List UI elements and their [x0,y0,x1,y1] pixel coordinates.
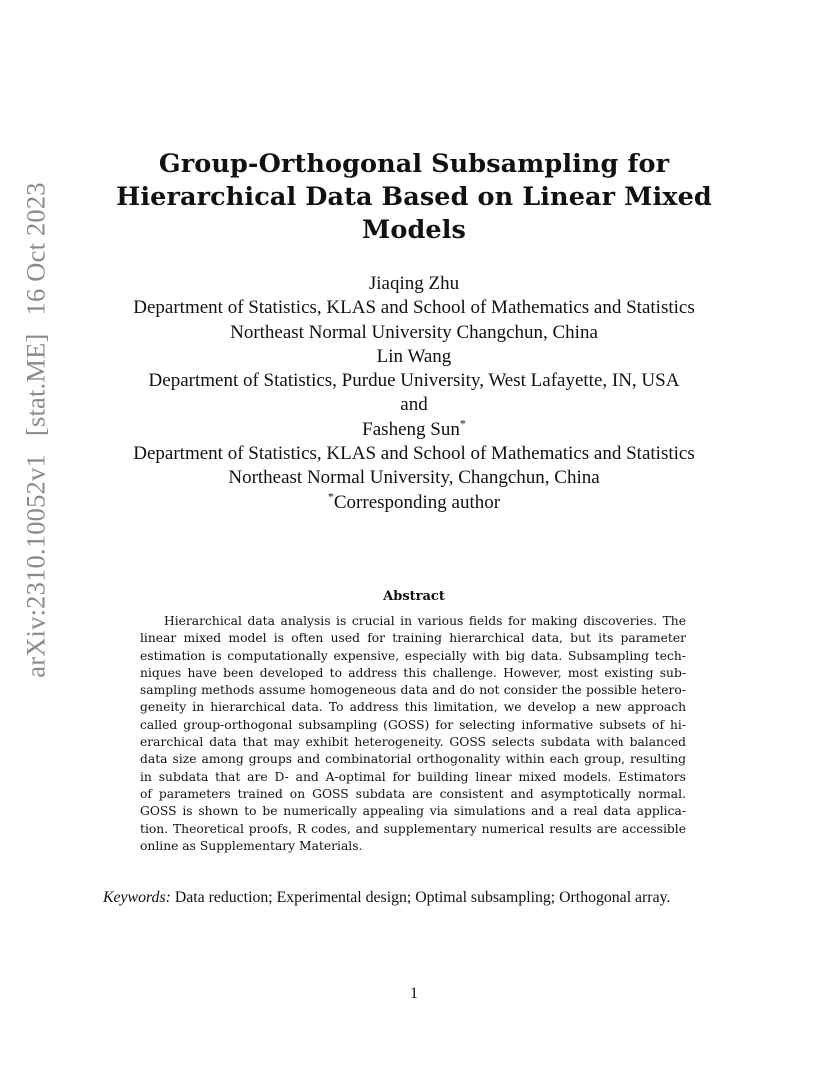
abstract-line: tion. Theoretical proofs, R codes, and supplementary numerical results are accessible [140,821,686,836]
title-line: Models [362,215,466,245]
abstract-heading: Abstract [383,589,445,604]
author-name: Fasheng Sun [362,418,460,440]
abstract-line: of parameters trained on GOSS subdata are consistent and asymptotically normal. [140,786,686,801]
arxiv-stamp [21,182,52,678]
abstract-line: data size among groups and combinatorial orthogonality within each group, resulting [140,752,686,767]
keywords [103,888,743,908]
author-affiliation: Department of Statistics, KLAS and School of Mathematics and Statistics [133,297,695,319]
corresponding-mark: * [459,416,466,431]
author-affiliation: Northeast Normal University, Changchun, China [228,467,600,489]
corresponding-text: Corresponding author [333,491,501,513]
page-number: 1 [410,985,418,1002]
author-name: Jiaqing Zhu [368,273,460,294]
abstract-line: in subdata that are D- and A-optimal for building linear mixed models. Estimators [140,769,686,784]
author-affiliation: Department of Statistics, KLAS and School of Mathematics and Statistics [133,443,695,465]
abstract-line: linear mixed model is often used for training hierarchical data, but its parameter [140,631,686,646]
corresponding-note [60,491,768,515]
author-affiliation: Northeast Normal University Changchun, China [230,321,598,343]
abstract-line: called group-orthogonal subsampling (GOSS) for selecting informative subsets of hi- [140,717,686,732]
arxiv-id[interactable]: arXiv:2310.10052v1 [20,454,51,678]
author-name-with-mark [60,418,768,442]
abstract-line: niques have been developed to address this challenge. However, most existing sub- [140,665,686,680]
arxiv-sidebar [0,0,72,1072]
abstract-line: geneity in hierarchical data. To address this limitation, we develop a new approach [140,700,686,715]
author-name: Lin Wang [376,345,452,367]
paper-title [80,148,748,247]
author-block [60,272,768,515]
author-affiliation: Department of Statistics, Purdue University, West Lafayette, IN, USA [148,370,680,392]
arxiv-date: 16 Oct 2023 [20,182,51,316]
keywords-text: Data reduction; Experimental design; Optimal subsampling; Orthogonal array. [174,889,671,906]
abstract-line: GOSS is shown to be numerically appealing via simulations and a real data applica- [140,804,686,819]
title-line: Group-Orthogonal Subsampling for [158,149,670,179]
title-line: Hierarchical Data Based on Linear Mixed [116,182,712,212]
corresponding-mark: * [327,489,334,504]
abstract-line: erarchical data that may exhibit heterogeneity. GOSS selects subdata with balanced [140,735,686,750]
arxiv-category: [stat.ME] [20,333,51,437]
keywords-label: Keywords: [103,889,171,906]
abstract-line: estimation is computationally expensive, especially with big data. Subsampling tech- [140,648,686,663]
abstract-body [140,613,686,855]
abstract-line: sampling methods assume homogeneous data and do not consider the possible hetero- [140,683,686,698]
abstract-line: online as Supplementary Materials. [140,838,363,853]
author-conjunction: and [400,394,428,416]
abstract-line: Hierarchical data analysis is crucial in various fields for making discoveries. The [164,614,686,628]
